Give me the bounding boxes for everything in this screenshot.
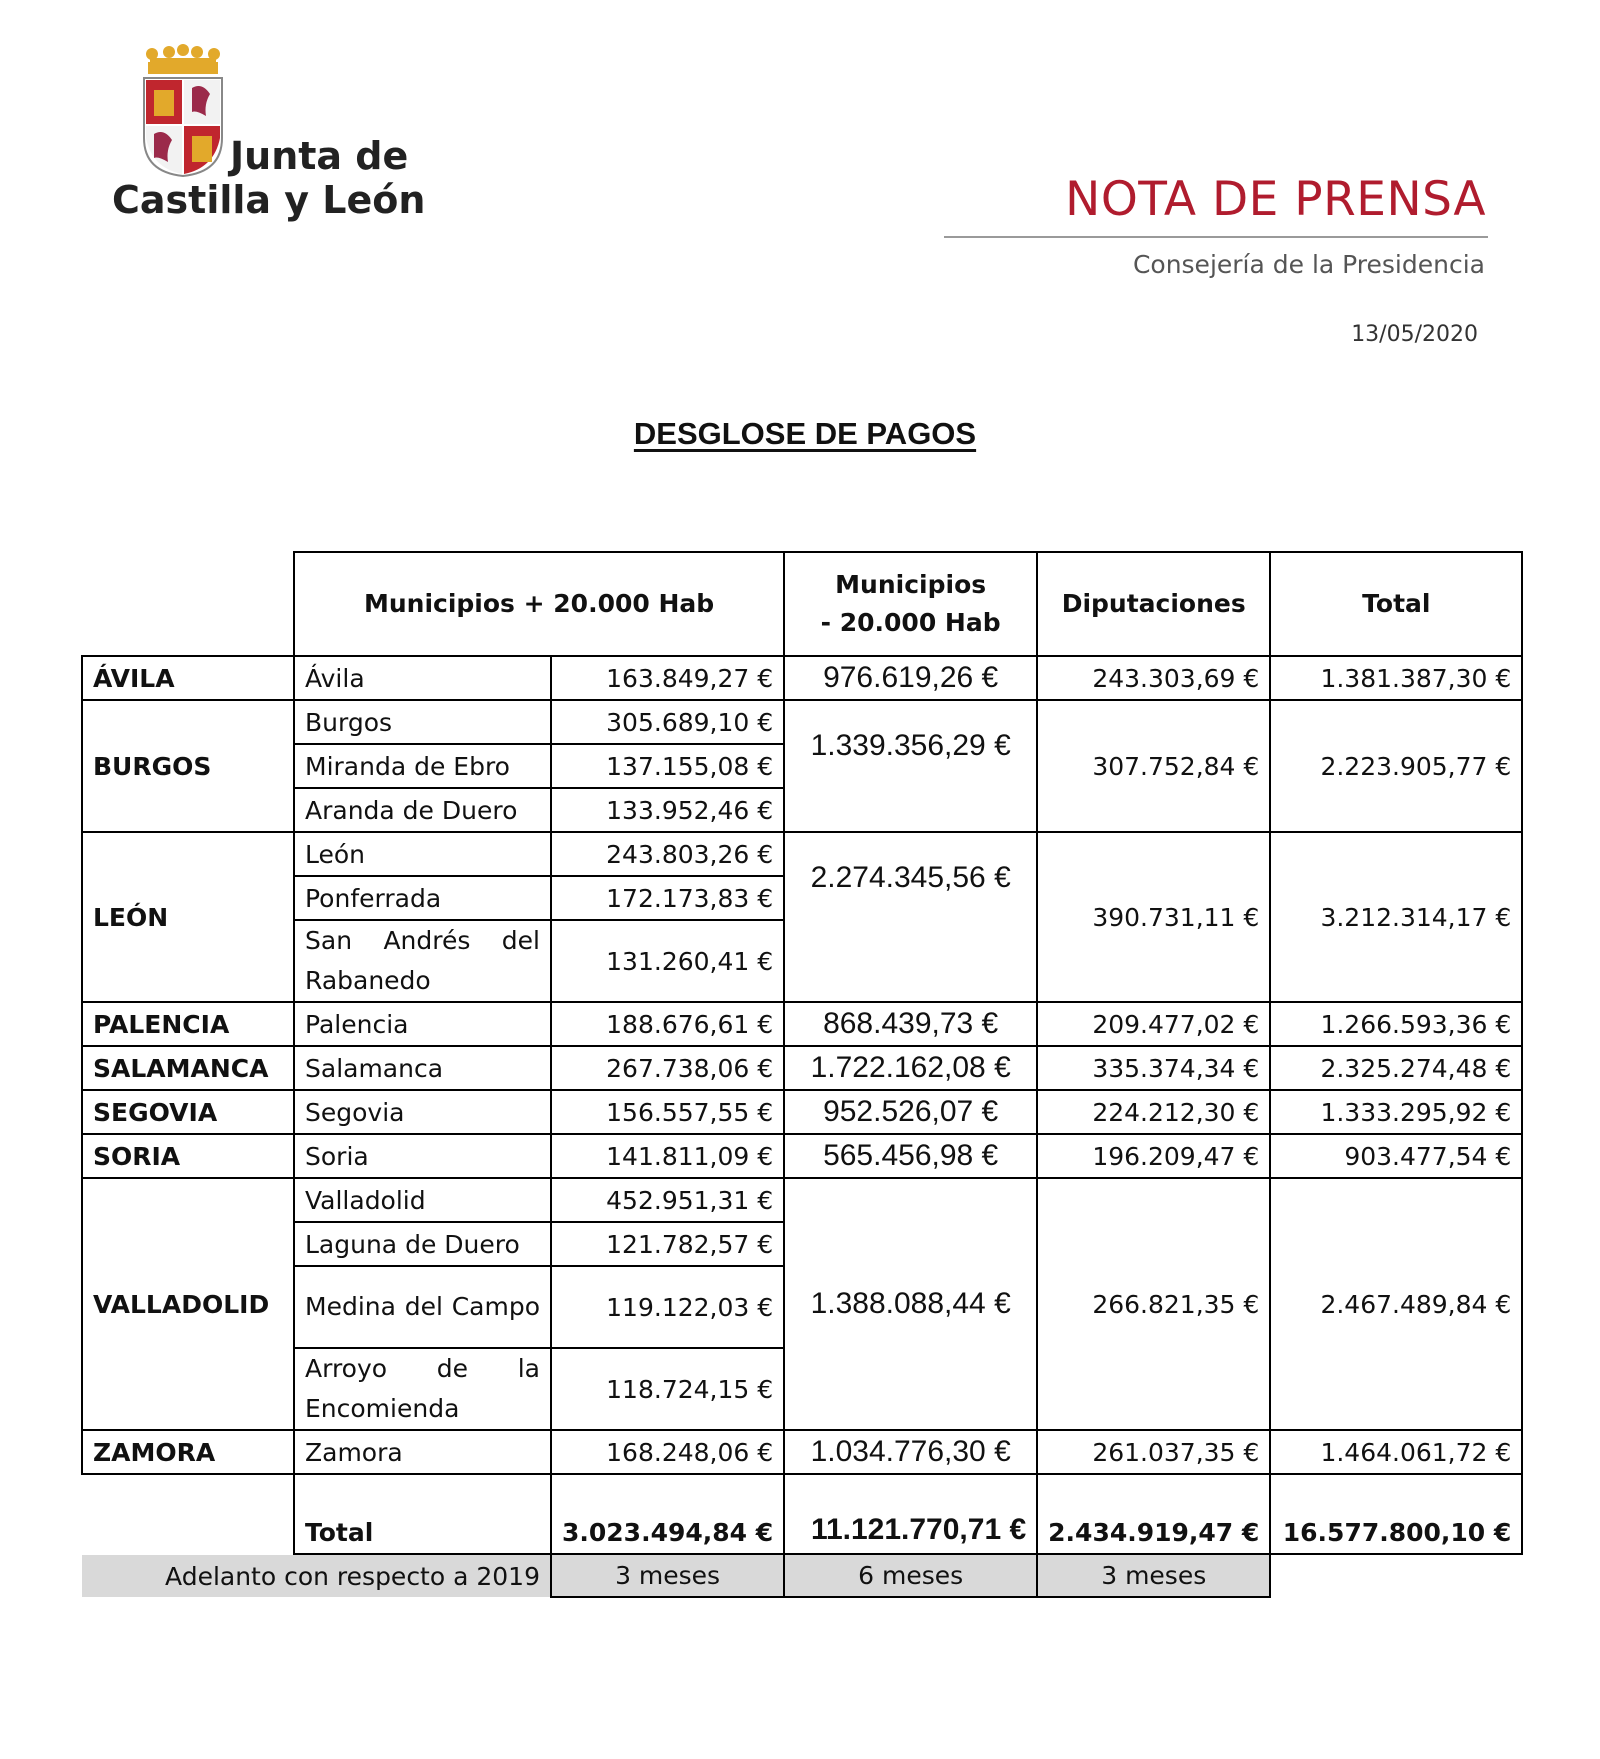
totals-menos: 11.121.770,71 € xyxy=(784,1474,1037,1554)
municipio-name: Medina del Campo xyxy=(294,1266,551,1348)
municipio-value: 156.557,55 € xyxy=(551,1090,784,1134)
menos-value: 1.388.088,44 € xyxy=(784,1178,1037,1430)
municipio-name: San Andrés del Rabanedo xyxy=(294,920,551,1002)
menos-value: 868.439,73 € xyxy=(784,1002,1037,1046)
logo-text xyxy=(112,134,425,222)
province-cell: ÁVILA xyxy=(82,656,294,700)
province-cell: LEÓN xyxy=(82,832,294,1002)
municipio-value: 141.811,09 € xyxy=(551,1134,784,1178)
logo-line-2: Castilla y León xyxy=(112,178,426,222)
logo-junta xyxy=(112,38,442,238)
total-value: 1.333.295,92 € xyxy=(1270,1090,1522,1134)
province-cell: VALLADOLID xyxy=(82,1178,294,1430)
page-title: DESGLOSE DE PAGOS xyxy=(633,416,977,451)
municipio-value: 119.122,03 € xyxy=(551,1266,784,1348)
municipio-name: Soria xyxy=(294,1134,551,1178)
header-diputaciones: Diputaciones xyxy=(1037,552,1270,656)
total-value: 2.467.489,84 € xyxy=(1270,1178,1522,1430)
consejeria: Consejería de la Presidencia xyxy=(1132,250,1485,279)
municipio-name: León xyxy=(294,832,551,876)
header-divider xyxy=(944,236,1488,238)
totals-mun-mas: 3.023.494,84 € xyxy=(551,1474,784,1554)
menos-value: 1.722.162,08 € xyxy=(784,1046,1037,1090)
header-mun-menos-l2: - 20.000 Hab xyxy=(820,608,1001,637)
dip-value: 209.477,02 € xyxy=(1037,1002,1270,1046)
table-row xyxy=(82,700,1522,744)
dip-value: 224.212,30 € xyxy=(1037,1090,1270,1134)
municipio-value: 172.173,83 € xyxy=(551,876,784,920)
municipio-name: Arroyo de la Encomienda xyxy=(294,1348,551,1430)
fecha: 13/05/2020 xyxy=(1351,322,1478,347)
municipio-value: 118.724,15 € xyxy=(551,1348,784,1430)
menos-value: 565.456,98 € xyxy=(784,1134,1037,1178)
table-row xyxy=(82,1002,1522,1046)
totals-dip: 2.434.919,47 € xyxy=(1037,1474,1270,1554)
menos-value: 1.034.776,30 € xyxy=(784,1430,1037,1474)
crown-icon xyxy=(142,44,224,78)
table-row xyxy=(82,1430,1522,1474)
total-value: 903.477,54 € xyxy=(1270,1134,1522,1178)
province-cell: SALAMANCA xyxy=(82,1046,294,1090)
municipio-value: 243.803,26 € xyxy=(551,832,784,876)
municipio-name: Ponferrada xyxy=(294,876,551,920)
dip-value: 261.037,35 € xyxy=(1037,1430,1270,1474)
logo-line-1: Junta de xyxy=(230,134,409,178)
municipio-name: Ávila xyxy=(294,656,551,700)
adelanto-label: Adelanto con respecto a 2019 xyxy=(82,1554,551,1597)
province-cell: ZAMORA xyxy=(82,1430,294,1474)
municipio-name: Valladolid xyxy=(294,1178,551,1222)
municipio-name: Palencia xyxy=(294,1002,551,1046)
municipio-value: 133.952,46 € xyxy=(551,788,784,832)
table-row xyxy=(82,832,1522,876)
province-cell: PALENCIA xyxy=(82,1002,294,1046)
blank-cell xyxy=(82,1474,294,1554)
province-cell: SORIA xyxy=(82,1134,294,1178)
header-total: Total xyxy=(1270,552,1522,656)
dip-value: 390.731,11 € xyxy=(1037,832,1270,1002)
table-row xyxy=(82,656,1522,700)
municipio-value: 188.676,61 € xyxy=(551,1002,784,1046)
header-row xyxy=(82,552,1522,656)
adelanto-mun-mas: 3 meses xyxy=(551,1554,784,1597)
totals-total: 16.577.800,10 € xyxy=(1270,1474,1522,1554)
menos-value: 952.526,07 € xyxy=(784,1090,1037,1134)
municipio-name: Segovia xyxy=(294,1090,551,1134)
dip-value: 243.303,69 € xyxy=(1037,656,1270,700)
total-value: 2.223.905,77 € xyxy=(1270,700,1522,832)
header-mun-menos xyxy=(784,552,1037,656)
total-value: 1.266.593,36 € xyxy=(1270,1002,1522,1046)
total-value: 3.212.314,17 € xyxy=(1270,832,1522,1002)
totals-label: Total xyxy=(294,1474,551,1554)
table-row xyxy=(82,1090,1522,1134)
municipio-value: 267.738,06 € xyxy=(551,1046,784,1090)
municipio-value: 452.951,31 € xyxy=(551,1178,784,1222)
menos-value: 1.339.356,29 € xyxy=(784,700,1037,832)
total-value: 2.325.274,48 € xyxy=(1270,1046,1522,1090)
nota-de-prensa: NOTA DE PRENSA xyxy=(1065,172,1486,227)
municipio-name: Burgos xyxy=(294,700,551,744)
totals-row xyxy=(82,1474,1522,1554)
municipio-value: 137.155,08 € xyxy=(551,744,784,788)
province-cell: SEGOVIA xyxy=(82,1090,294,1134)
municipio-value: 163.849,27 € xyxy=(551,656,784,700)
municipio-value: 121.782,57 € xyxy=(551,1222,784,1266)
table-row xyxy=(82,1134,1522,1178)
menos-value: 2.274.345,56 € xyxy=(784,832,1037,1002)
municipio-name: Salamanca xyxy=(294,1046,551,1090)
blank-cell xyxy=(1270,1554,1522,1597)
dip-value: 307.752,84 € xyxy=(1037,700,1270,832)
menos-value: 976.619,26 € xyxy=(784,656,1037,700)
adelanto-menos: 6 meses xyxy=(784,1554,1037,1597)
adelanto-row xyxy=(82,1554,1522,1597)
municipio-name: Laguna de Duero xyxy=(294,1222,551,1266)
table-row xyxy=(82,1178,1522,1222)
desglose-table xyxy=(81,551,1523,1598)
municipio-name: Aranda de Duero xyxy=(294,788,551,832)
dip-value: 335.374,34 € xyxy=(1037,1046,1270,1090)
table-row xyxy=(82,1046,1522,1090)
province-cell: BURGOS xyxy=(82,700,294,832)
dip-value: 196.209,47 € xyxy=(1037,1134,1270,1178)
header-mun-mas: Municipios + 20.000 Hab xyxy=(294,552,784,656)
municipio-name: Zamora xyxy=(294,1430,551,1474)
municipio-value: 168.248,06 € xyxy=(551,1430,784,1474)
blank-corner xyxy=(82,552,294,656)
municipio-value: 305.689,10 € xyxy=(551,700,784,744)
municipio-value: 131.260,41 € xyxy=(551,920,784,1002)
total-value: 1.464.061,72 € xyxy=(1270,1430,1522,1474)
total-value: 1.381.387,30 € xyxy=(1270,656,1522,700)
adelanto-dip: 3 meses xyxy=(1037,1554,1270,1597)
dip-value: 266.821,35 € xyxy=(1037,1178,1270,1430)
municipio-name: Miranda de Ebro xyxy=(294,744,551,788)
header-mun-menos-l1: Municipios xyxy=(835,570,987,599)
